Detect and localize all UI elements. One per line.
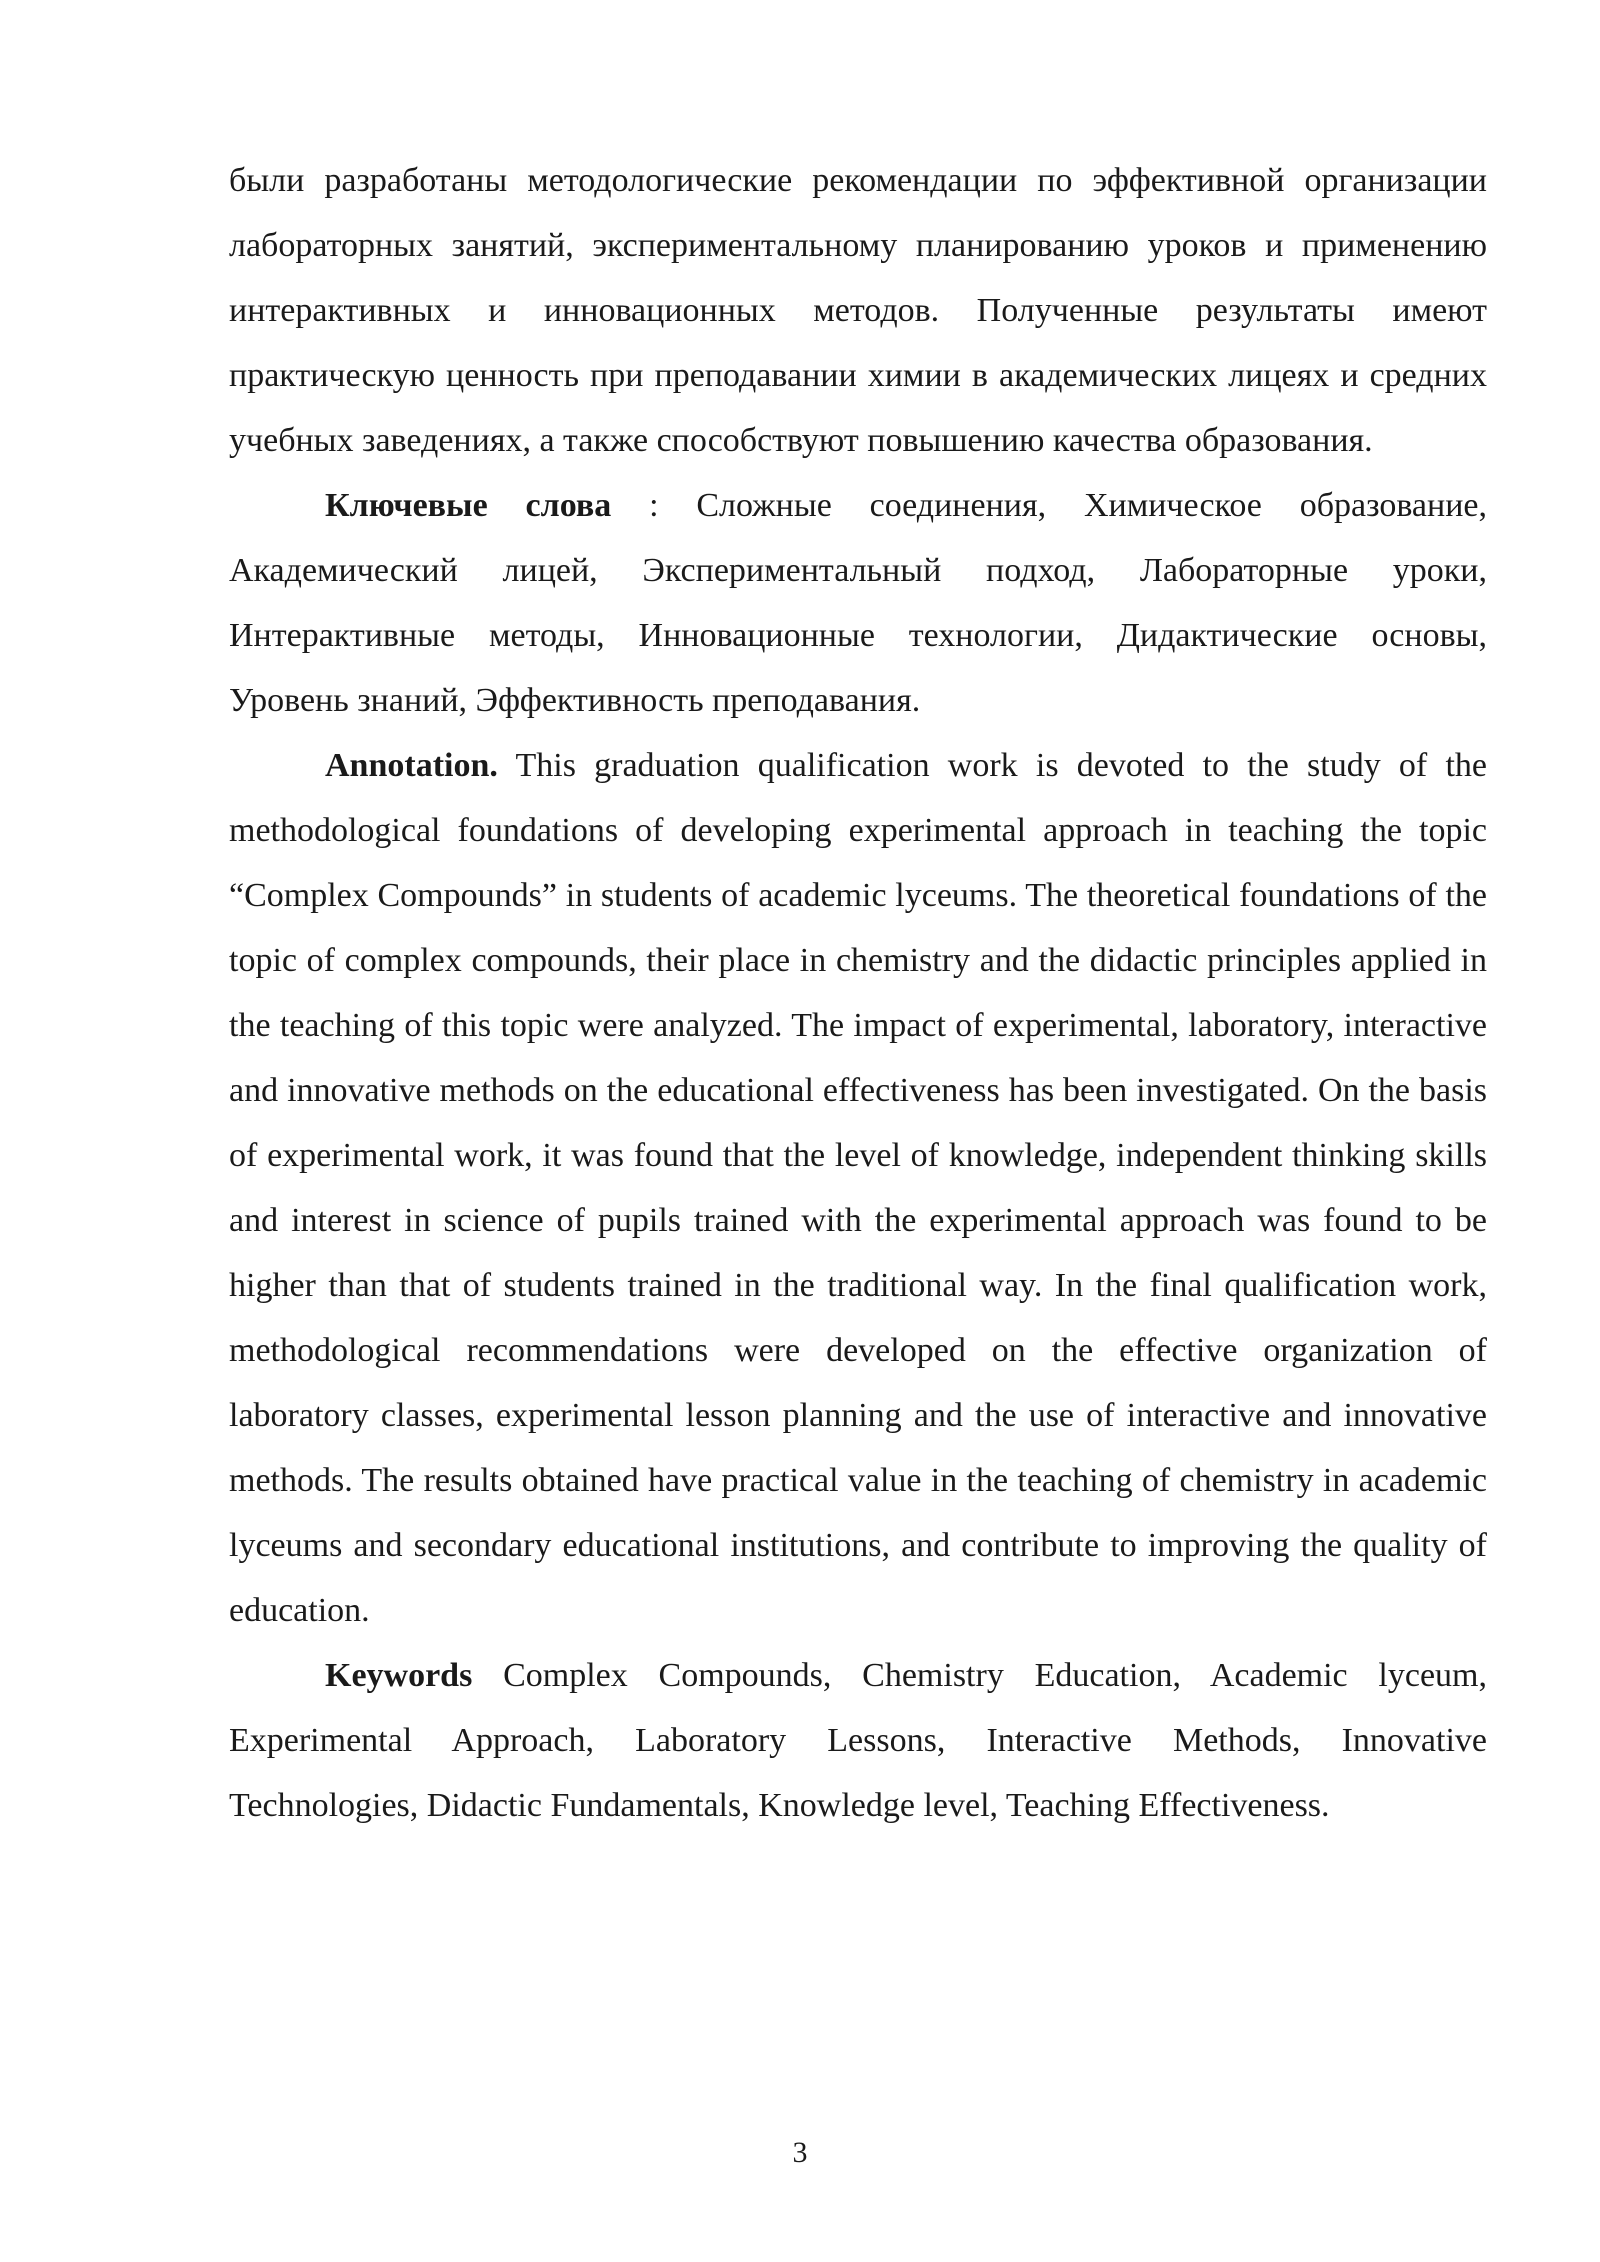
annotation-text: This graduation qualification work is devoted to the study of the methodological foundations of developing experimental approach in teaching the topic “Complex Compounds” in students of academic lyceums. The theoretical foundations of the topic of complex compounds, their place in chemistry and the didactic principles applied in the teaching of this topic were analyzed. The impact of experimental, laboratory, interactive and innovative methods on the educational effectiveness has been investigated. On the basis of experimental work, it was found that the level of knowledge, independent thinking skills and interest in science of pupils trained with the experimental approach was found to be higher than that of students trained in the traditional way. In the final qualification work, methodological recommendations were developed on the effective organization of laboratory classes, experimental lesson planning and the use of interactive and innovative methods. The results obtained have practical value in the teaching of chemistry in academic lyceums and secondary educational institutions, and contribute to improving the quality of education.: [229, 747, 1487, 1629]
keywords-en-text: Complex Compounds, Chemistry Education, Academic lyceum, Experimental Approach, Laboratory Lessons, Interactive Methods, Innovative Technologies, Didactic Fundamentals, Knowledge level, Teaching Effectiveness.: [229, 1657, 1487, 1824]
keywords-ru-label: Ключевые слова: [325, 487, 612, 524]
document-page: [229, 148, 1487, 1838]
keywords-ru-text: : Сложные соединения, Химическое образование, Академический лицей, Экспериментальный подход, Лабораторные уроки, Интерактивные методы, Инновационные технологии, Дидактические основы, Уровень знаний, Эффективность преподавания.: [229, 487, 1487, 719]
keywords-en-label: Keywords: [325, 1657, 473, 1694]
continuation-text: были разработаны методологические рекомендации по эффективной организации лабораторных занятий, экспериментальному планированию уроков и применению интерактивных и инновационных методов. Полученные результаты имеют практическую ценность при преподавании химии в академических лицеях и средних учебных заведениях, а также способствуют повышению качества образования.: [229, 162, 1487, 459]
keywords-en-paragraph: [229, 1643, 1487, 1838]
page-number: 3: [792, 2136, 808, 2169]
annotation-paragraph: [229, 733, 1487, 1643]
continuation-paragraph: [229, 148, 1487, 473]
annotation-label: Annotation.: [325, 747, 498, 784]
keywords-ru-paragraph: [229, 473, 1487, 733]
